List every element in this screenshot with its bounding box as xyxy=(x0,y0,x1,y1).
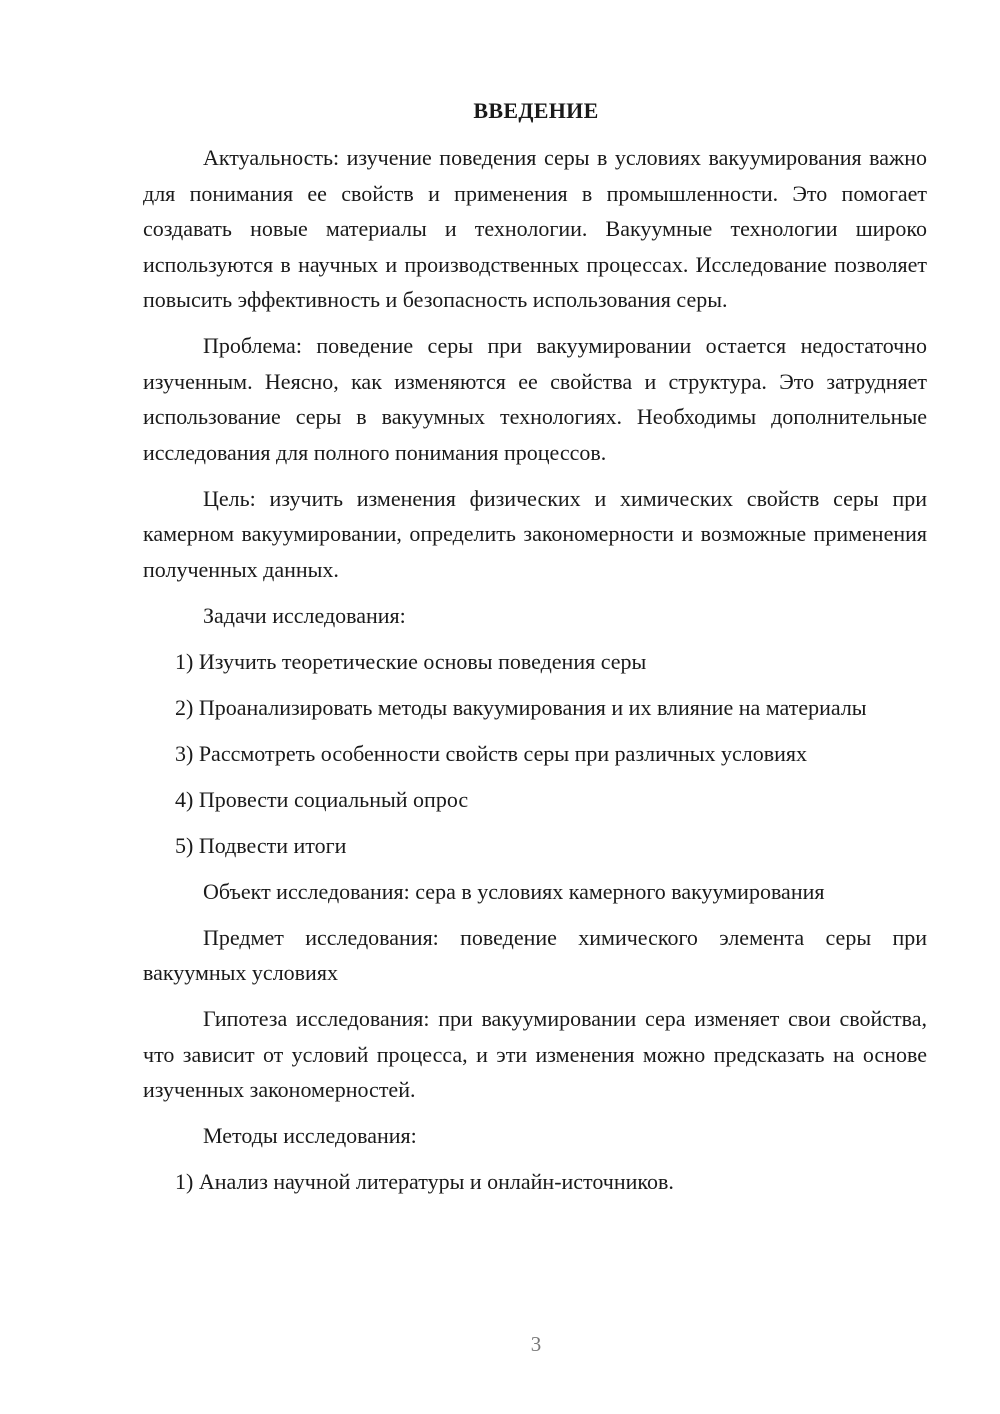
task-item-5: 5) Подвести итоги xyxy=(175,832,347,858)
paragraph-subject: Предмет исследования: поведение химического элемента серы при вакуумных условиях xyxy=(143,924,927,985)
task-item-4: 4) Провести социальный опрос xyxy=(175,786,469,812)
paragraph-tasks-heading: Задачи исследования: xyxy=(203,602,406,628)
document-body xyxy=(143,140,927,1210)
paragraph-object: Объект исследования: сера в условиях камерного вакуумирования xyxy=(203,878,825,904)
method-item-1: 1) Анализ научной литературы и онлайн-источников. xyxy=(175,1169,674,1194)
paragraph-goal: Цель: изучить изменения физических и химических свойств серы при камерном вакуумировании, определить закономерности и возможные применения полученных данных. xyxy=(143,485,927,582)
page-number: 3 xyxy=(530,1332,542,1356)
paragraph-methods-heading: Методы исследования: xyxy=(203,1123,417,1148)
paragraph-problem: Проблема: поведение серы при вакуумировании остается недостаточно изученным. Неясно, как изменяются ее свойства и структура. Это затрудняет использование серы в вакуумных технологиях. Необходимы дополнительные исследования для полного понимания процессов. xyxy=(143,333,927,465)
paragraph-hypothesis: Гипотеза исследования: при вакуумировании сера изменяет свои свойства, что зависит от условий процесса, и эти изменения можно предсказать на основе изученных закономерностей. xyxy=(143,1006,927,1102)
page-title: ВВЕДЕНИЕ xyxy=(473,98,599,123)
task-item-3: 3) Рассмотреть особенности свойств серы при различных условиях xyxy=(175,740,808,766)
paragraph-relevance: Актуальность: изучение поведения серы в условиях вакуумирования важно для понимания ее свойств и применения в промышленности. Это помогает создавать новые материалы и технологии. Вакуумные технологии широко используются в научных и производственных процессах. Исследование позволяет повысить эффективность и безопасность использования серы. xyxy=(143,145,927,312)
task-item-1: 1) Изучить теоретические основы поведения серы xyxy=(175,648,647,674)
task-item-2: 2) Проанализировать методы вакуумирования и их влияние на материалы xyxy=(175,694,867,720)
